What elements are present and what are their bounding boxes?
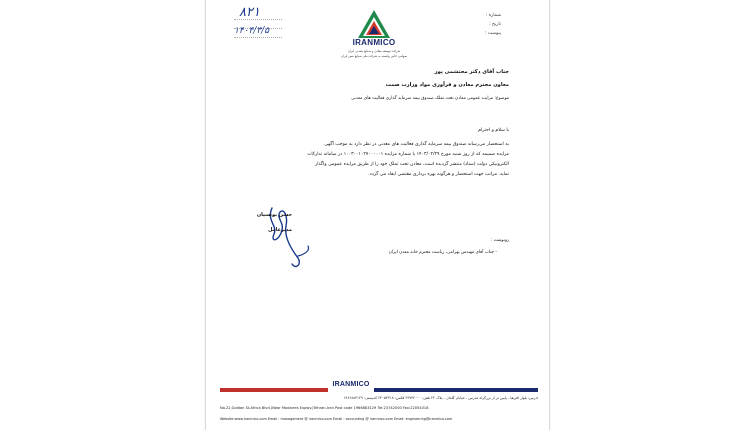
handwritten-signature [258, 200, 318, 272]
subject-line: موضوع: مزایده عمومی معادن تحت تملک صندوق بیمه سرمایه گذاری فعالیت های معدنی [351, 96, 509, 101]
body-line: مزایده ضمیمه که از روز شنبه مورخ ۱۴۰۳/۰۲/۲۹ با شماره مزایده ۱۰۰۳۰۰۱۰۲۷۰۰۰۰۰۱ در سامانه تدارکات [307, 152, 509, 157]
footer-address-fa: آدرس: بلوار آفریقا - پایین تر از بزرگراه مدرس - خیابان گلدان - پلاک ۲۲ تلفن: ۲۳۷۴۲۰۰۰ فکس: ۲۲۰۵۴۳۱۸ کدپستی: ۱۹۶۶۸۸۳۱۲۹ [343, 396, 538, 400]
company-logo-icon [356, 9, 392, 39]
footer-web-emails: Website:www.iranmico.com Email : management @ iranmico.com Email : accounting @ iranmico.com Email: engineering@iranmico.com [220, 417, 453, 421]
greeting: با سلام و احترام [478, 128, 509, 133]
attachment-label: پیوست : [484, 31, 501, 36]
signer-title: مدیرعامل [268, 227, 292, 233]
company-subtitle-1: شرکت توسعه معادن و صنایع معدنی ایران [347, 49, 401, 53]
company-subtitle-2: سهامی خاص وابسته به شرکت ملی صنایع مس ایران [341, 54, 407, 58]
recipient-title: معاون محترم معادن و فرآوری مواد وزارت صمت [385, 82, 509, 88]
body-line: به استحضار می‌رساند صندوق بیمه سرمایه گذاری فعالیت های معدنی در نظر دارد به موجب آگهی [324, 142, 509, 147]
letter-body [247, 140, 509, 180]
footer-blue-bar [374, 388, 538, 392]
body-line: الکترونیکی دولت (ستاد) منتشر گردیده است، معادن تحت تملک خود را از طریق مزایده عمومی واگذار [315, 162, 509, 167]
footer-logo-text: IRANMICO [332, 381, 370, 388]
signer-name: حسن یونسیان [256, 212, 292, 218]
company-logo-text: IRANMICO [352, 38, 396, 47]
number-label: شماره : [485, 13, 501, 18]
cc-label: رونوشت : [490, 238, 509, 243]
letter-page [205, 0, 550, 430]
body-line: نماید. مراتب جهت استحضار و هرگونه بهره برداری مقتضی ایفاد می گردد. [368, 172, 509, 177]
attachment-line [234, 37, 282, 38]
footer-address-en: No.22,Goldan St.Africa Blvd.(Near Modarres Expwy.)Tehran-Iran Post code 1966883129 Tel:23742000 Fax:22054318 [220, 406, 429, 410]
cc-item: - جناب آقای مهندس بهرامی، ریاست محترم خانه معدن ایران [388, 250, 497, 255]
recipient-name: جناب آقای دکتر محتشمی پور [434, 69, 509, 75]
date-value: ۱۴۰۴/۳/۵ [234, 26, 270, 36]
number-value: ۸۲۱ [239, 5, 260, 20]
footer-red-bar [220, 388, 328, 392]
date-label: تاریخ : [489, 22, 501, 27]
